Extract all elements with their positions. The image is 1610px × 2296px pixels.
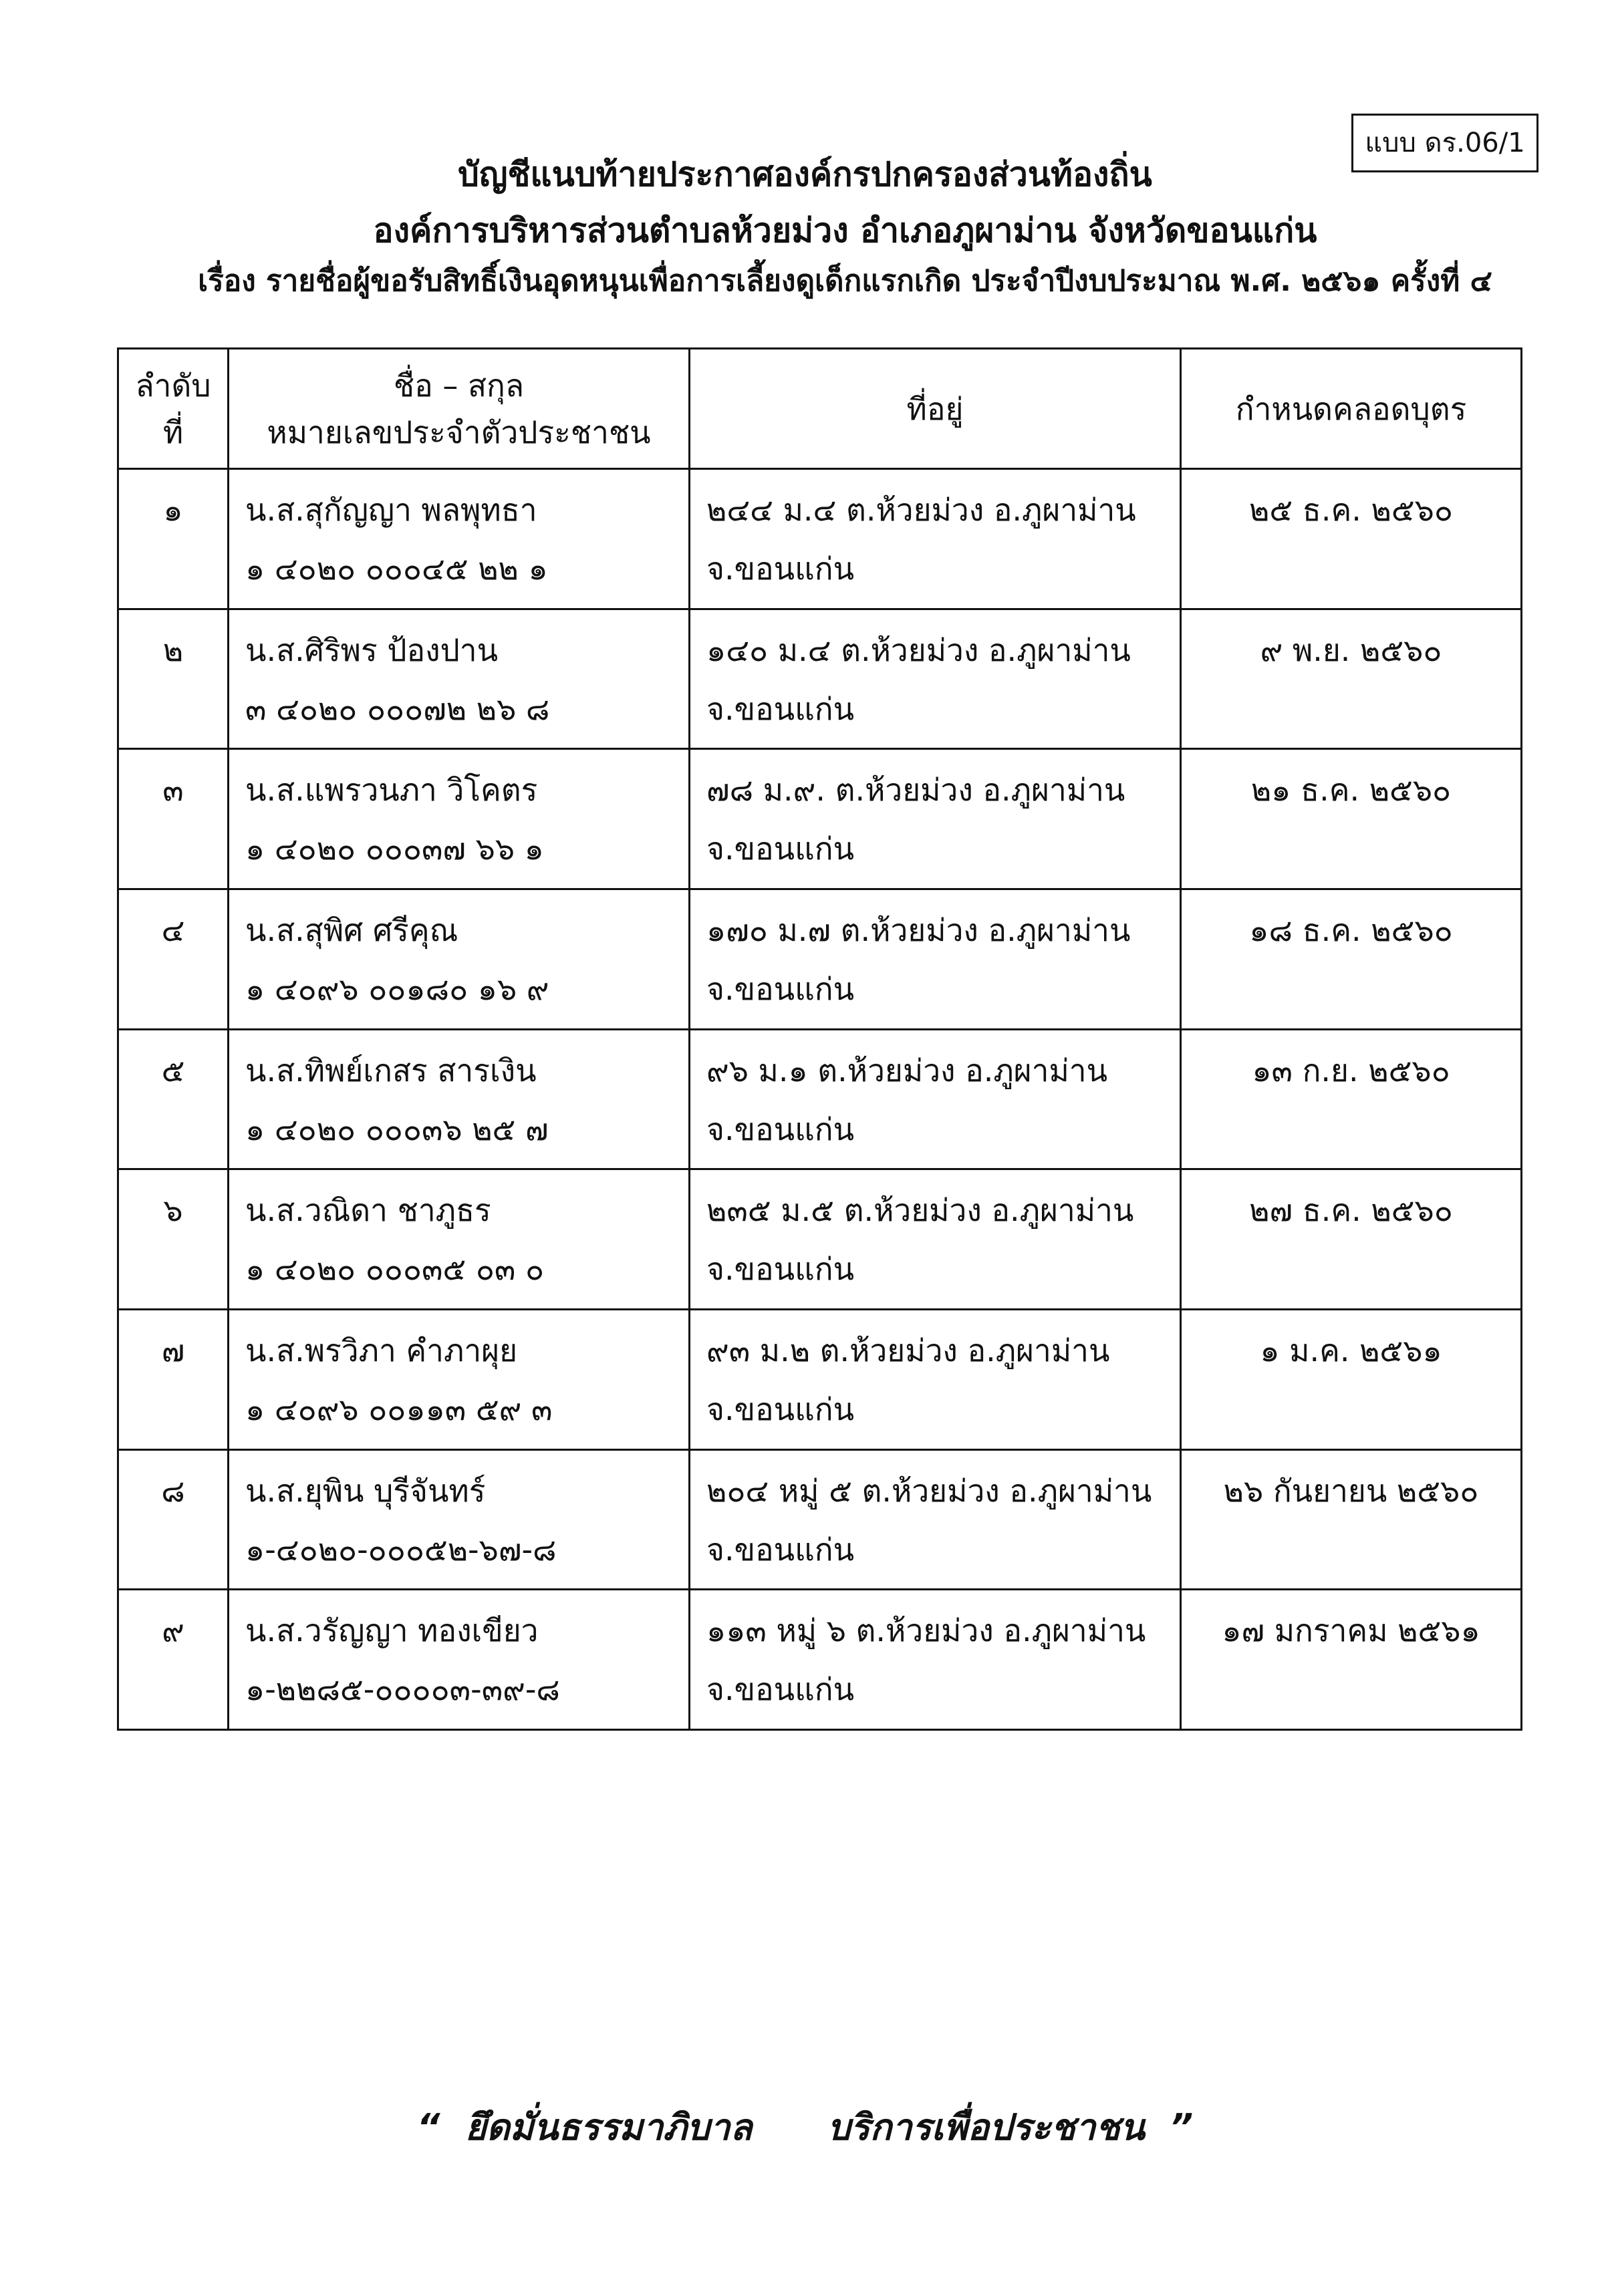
birth-date: ๑๓ ก.ย. ๒๕๖๐ <box>1181 1029 1522 1169</box>
heading-subject: เรื่อง รายชื่อผู้ขอรับสิทธิ์เงินอุดหนุนเพื่อการเลี้ยงดูเด็กแรกเกิด ประจำปีงบประมาณ พ.ศ. ๒๕๖๑ ครั้งที่ ๔ <box>198 264 1492 298</box>
birth-date: ๑ ม.ค. ๒๕๖๑ <box>1181 1309 1522 1449</box>
row-address-cell <box>690 1029 1181 1169</box>
person-name: น.ส.วรัญญา ทองเขียว <box>245 1612 539 1649</box>
row-number: ๕ <box>118 1029 229 1169</box>
address-line2: จ.ขอนแก่น <box>706 970 855 1007</box>
person-name: น.ส.แพรวนภา วิโคตร <box>245 772 538 809</box>
row-name-cell <box>229 609 690 749</box>
table-row <box>118 1309 1522 1449</box>
table-row <box>118 1590 1522 1730</box>
address-line2: จ.ขอนแก่น <box>706 551 855 587</box>
row-name-cell <box>229 749 690 889</box>
citizen-id: ๑ ๔๐๒๐ ๐๐๐๓๕ ๐๓ ๐ <box>245 1251 545 1288</box>
citizen-id: ๑ ๔๐๙๖ ๐๐๑๘๐ ๑๖ ๙ <box>245 970 549 1007</box>
row-number: ๗ <box>118 1309 229 1449</box>
address-line1: ๑๗๐ ม.๗ ต.ห้วยม่วง อ.ภูผาม่าน <box>706 911 1131 948</box>
birth-date: ๒๗ ธ.ค. ๒๕๖๐ <box>1181 1169 1522 1310</box>
citizen-id: ๓ ๔๐๒๐ ๐๐๐๗๒ ๒๖ ๘ <box>245 690 550 727</box>
citizen-id: ๑ ๔๐๒๐ ๐๐๐๓๗ ๖๖ ๑ <box>245 831 544 867</box>
row-address-cell <box>690 1309 1181 1449</box>
row-address-cell <box>690 889 1181 1029</box>
address-line1: ๒๐๔ หมู่ ๕ ต.ห้วยม่วง อ.ภูผาม่าน <box>706 1472 1152 1509</box>
row-name-cell <box>229 1029 690 1169</box>
address-line2: จ.ขอนแก่น <box>706 1391 855 1427</box>
address-line2: จ.ขอนแก่น <box>706 1251 855 1288</box>
row-name-cell <box>229 889 690 1029</box>
address-line2: จ.ขอนแก่น <box>706 831 855 867</box>
row-address-cell <box>690 609 1181 749</box>
person-name: น.ส.สุพิศ ศรีคุณ <box>245 911 458 948</box>
row-number: ๑ <box>118 469 229 609</box>
row-number: ๘ <box>118 1449 229 1590</box>
address-line1: ๒๓๕ ม.๕ ต.ห้วยม่วง อ.ภูผาม่าน <box>706 1192 1134 1229</box>
table-row <box>118 1169 1522 1310</box>
row-address-cell <box>690 749 1181 889</box>
person-name: น.ส.วณิดา ชาภูธร <box>245 1192 491 1229</box>
row-name-cell <box>229 469 690 609</box>
person-name: น.ส.พรวิภา คำภาผุย <box>245 1332 518 1369</box>
header-name: ชื่อ – สกุล หมายเลขประจำตัวประชาชน <box>229 349 690 469</box>
citizen-id: ๑ ๔๐๒๐ ๐๐๐๔๕ ๒๒ ๑ <box>245 551 548 587</box>
birth-date: ๒๕ ธ.ค. ๒๕๖๐ <box>1181 469 1522 609</box>
birth-date: ๑๗ มกราคม ๒๕๖๑ <box>1181 1590 1522 1730</box>
address-line1: ๗๘ ม.๙. ต.ห้วยม่วง อ.ภูผาม่าน <box>706 772 1125 809</box>
citizen-id: ๑-๔๐๒๐-๐๐๐๕๒-๖๗-๘ <box>245 1531 557 1568</box>
address-line2: จ.ขอนแก่น <box>706 1111 855 1147</box>
beneficiary-table <box>117 347 1522 1731</box>
address-line1: ๑๑๓ หมู่ ๖ ต.ห้วยม่วง อ.ภูผาม่าน <box>706 1612 1146 1649</box>
header-address: ที่อยู่ <box>690 349 1181 469</box>
address-line2: จ.ขอนแก่น <box>706 1531 855 1568</box>
heading-organization: องค์การบริหารส่วนตำบลห้วยม่วง อำเภอภูผาม่าน จังหวัดขอนแก่น <box>373 211 1317 250</box>
row-address-cell <box>690 469 1181 609</box>
address-line1: ๙๓ ม.๒ ต.ห้วยม่วง อ.ภูผาม่าน <box>706 1332 1110 1369</box>
table-row <box>118 609 1522 749</box>
header-no: ลำดับ ที่ <box>118 349 229 469</box>
address-line1: ๑๔๐ ม.๔ ต.ห้วยม่วง อ.ภูผาม่าน <box>706 631 1131 668</box>
row-name-cell <box>229 1590 690 1730</box>
table-row <box>118 469 1522 609</box>
person-name: น.ส.ศิริพร ป้องปาน <box>245 631 499 668</box>
motto: “ ยึดมั่นธรรมาภิบาล บริการเพื่อประชาชน ” <box>416 2106 1194 2148</box>
row-address-cell <box>690 1449 1181 1590</box>
row-number: ๙ <box>118 1590 229 1730</box>
address-line2: จ.ขอนแก่น <box>706 690 855 727</box>
row-name-cell <box>229 1169 690 1310</box>
person-name: น.ส.ทิพย์เกสร สารเงิน <box>245 1052 537 1089</box>
citizen-id: ๑ ๔๐๒๐ ๐๐๐๓๖ ๒๕ ๗ <box>245 1111 549 1147</box>
table-row <box>118 749 1522 889</box>
heading-title: บัญชีแนบท้ายประกาศองค์กรปกครองส่วนท้องถิ่น <box>458 155 1152 194</box>
table-row <box>118 1449 1522 1590</box>
birth-date: ๑๘ ธ.ค. ๒๕๖๐ <box>1181 889 1522 1029</box>
person-name: น.ส.สุกัญญา พลพุทธา <box>245 492 537 528</box>
citizen-id: ๑-๒๒๘๕-๐๐๐๐๓-๓๙-๘ <box>245 1671 560 1708</box>
row-address-cell <box>690 1169 1181 1310</box>
address-line1: ๒๔๔ ม.๔ ต.ห้วยม่วง อ.ภูผาม่าน <box>706 492 1136 528</box>
address-line2: จ.ขอนแก่น <box>706 1671 855 1708</box>
birth-date: ๙ พ.ย. ๒๕๖๐ <box>1181 609 1522 749</box>
row-name-cell <box>229 1309 690 1449</box>
person-name: น.ส.ยุพิน บุรีจันทร์ <box>245 1472 486 1509</box>
citizen-id: ๑ ๔๐๙๖ ๐๐๑๑๓ ๕๙ ๓ <box>245 1391 553 1427</box>
row-number: ๖ <box>118 1169 229 1310</box>
row-number: ๒ <box>118 609 229 749</box>
address-line1: ๙๖ ม.๑ ต.ห้วยม่วง อ.ภูผาม่าน <box>706 1052 1108 1089</box>
header-birth-date: กำหนดคลอดบุตร <box>1181 349 1522 469</box>
form-code: แบบ ดร.06/1 <box>1365 128 1525 158</box>
birth-date: ๒๖ กันยายน ๒๕๖๐ <box>1181 1449 1522 1590</box>
row-number: ๔ <box>118 889 229 1029</box>
row-number: ๓ <box>118 749 229 889</box>
table-header-row <box>118 349 1522 469</box>
table-row <box>118 1029 1522 1169</box>
row-name-cell <box>229 1449 690 1590</box>
row-address-cell <box>690 1590 1181 1730</box>
birth-date: ๒๑ ธ.ค. ๒๕๖๐ <box>1181 749 1522 889</box>
table-row <box>118 889 1522 1029</box>
